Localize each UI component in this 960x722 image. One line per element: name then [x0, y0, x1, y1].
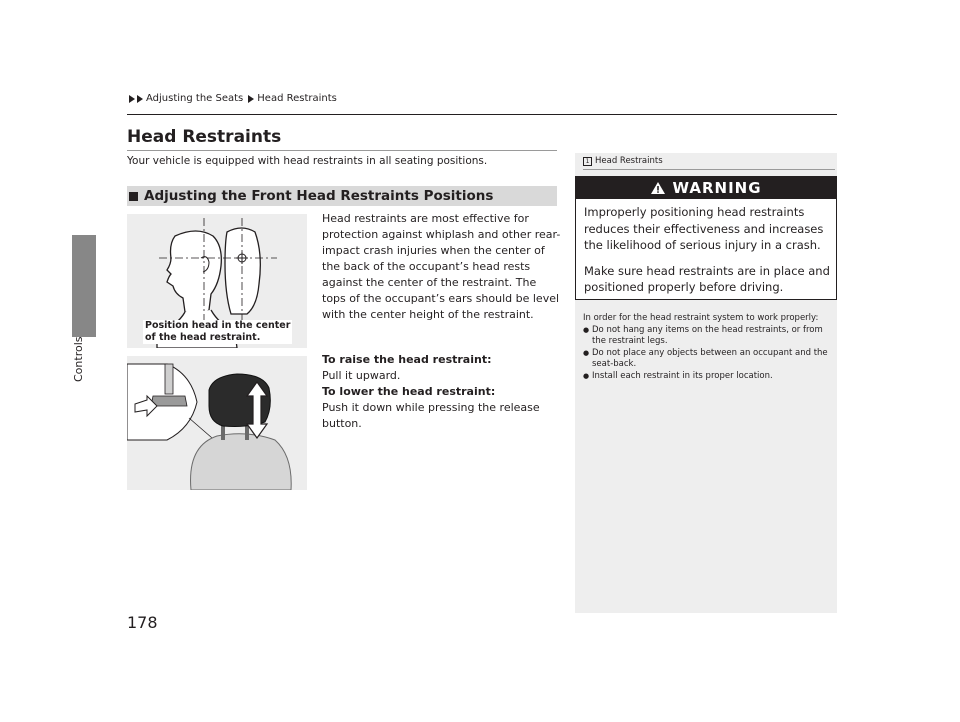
breadcrumb-arrow-icon [248, 95, 254, 103]
sidebar-heading-text: Head Restraints [595, 156, 663, 166]
page-number: 178 [127, 613, 158, 632]
warning-triangle-icon [650, 181, 666, 195]
restraint-adjust-illustration [127, 356, 307, 490]
section-square-icon [129, 192, 138, 201]
adjust-restraint-figure [127, 356, 307, 490]
list-item: ● Do not hang any items on the head restraints, or from the restraint legs. [583, 325, 829, 347]
breadcrumb-item-head-restraints[interactable]: Head Restraints [257, 93, 337, 104]
warning-paragraph-2: Make sure head restraints are in place and positioned properly before driving. [584, 263, 830, 294]
breadcrumb-arrow-icon [137, 95, 143, 103]
raise-text: Pull it upward. [322, 369, 401, 382]
figure-caption-line-1: Position head in the center [145, 320, 291, 331]
warning-header [576, 177, 836, 199]
lower-text: Push it down while pressing the release button. [322, 401, 540, 430]
header-divider [127, 114, 837, 115]
adjust-instructions [322, 352, 562, 432]
body-paragraph: Head restraints are most effective for protection against whiplash and other rear-impact crash injuries when the center of the back of the occupant’s head rests against the center of the restraint. The tops of the occupant’s ears should be level with the center height of the restraint. [322, 212, 561, 321]
breadcrumb-item-adjusting-seats[interactable]: Adjusting the Seats [146, 93, 244, 104]
page-title: Head Restraints [127, 127, 282, 147]
warning-paragraph-1: Improperly positioning head restraints reduces their effectiveness and increases the likelihood of serious injury in a crash. [584, 205, 824, 252]
notes-section [583, 313, 829, 383]
breadcrumb-arrow-icon [129, 95, 135, 103]
notes-list [583, 325, 829, 382]
lower-heading: To lower the head restraint: [322, 385, 496, 398]
warning-text [584, 204, 832, 305]
intro-text: Your vehicle is equipped with head restraints in all seating positions. [127, 155, 488, 167]
notes-intro: In order for the head restraint system to work properly: [583, 313, 819, 323]
list-item: ● Do not place any objects between an occupant and the seat-back. [583, 348, 829, 370]
section-heading-text: Adjusting the Front Head Restraints Positions [144, 188, 494, 204]
section-heading [127, 186, 557, 206]
chapter-tab-label: Controls [72, 336, 85, 382]
title-divider [127, 150, 557, 151]
reference-box-icon: 1 [583, 157, 592, 166]
figure-caption-line-2: of the head restraint. [145, 332, 261, 343]
sidebar-heading [583, 156, 663, 166]
raise-heading: To raise the head restraint: [322, 353, 492, 366]
warning-label: WARNING [672, 179, 762, 197]
breadcrumb [127, 93, 337, 104]
sidebar-divider [583, 169, 835, 170]
figure-caption [143, 320, 292, 344]
list-item: ● Install each restraint in its proper location. [583, 371, 829, 382]
